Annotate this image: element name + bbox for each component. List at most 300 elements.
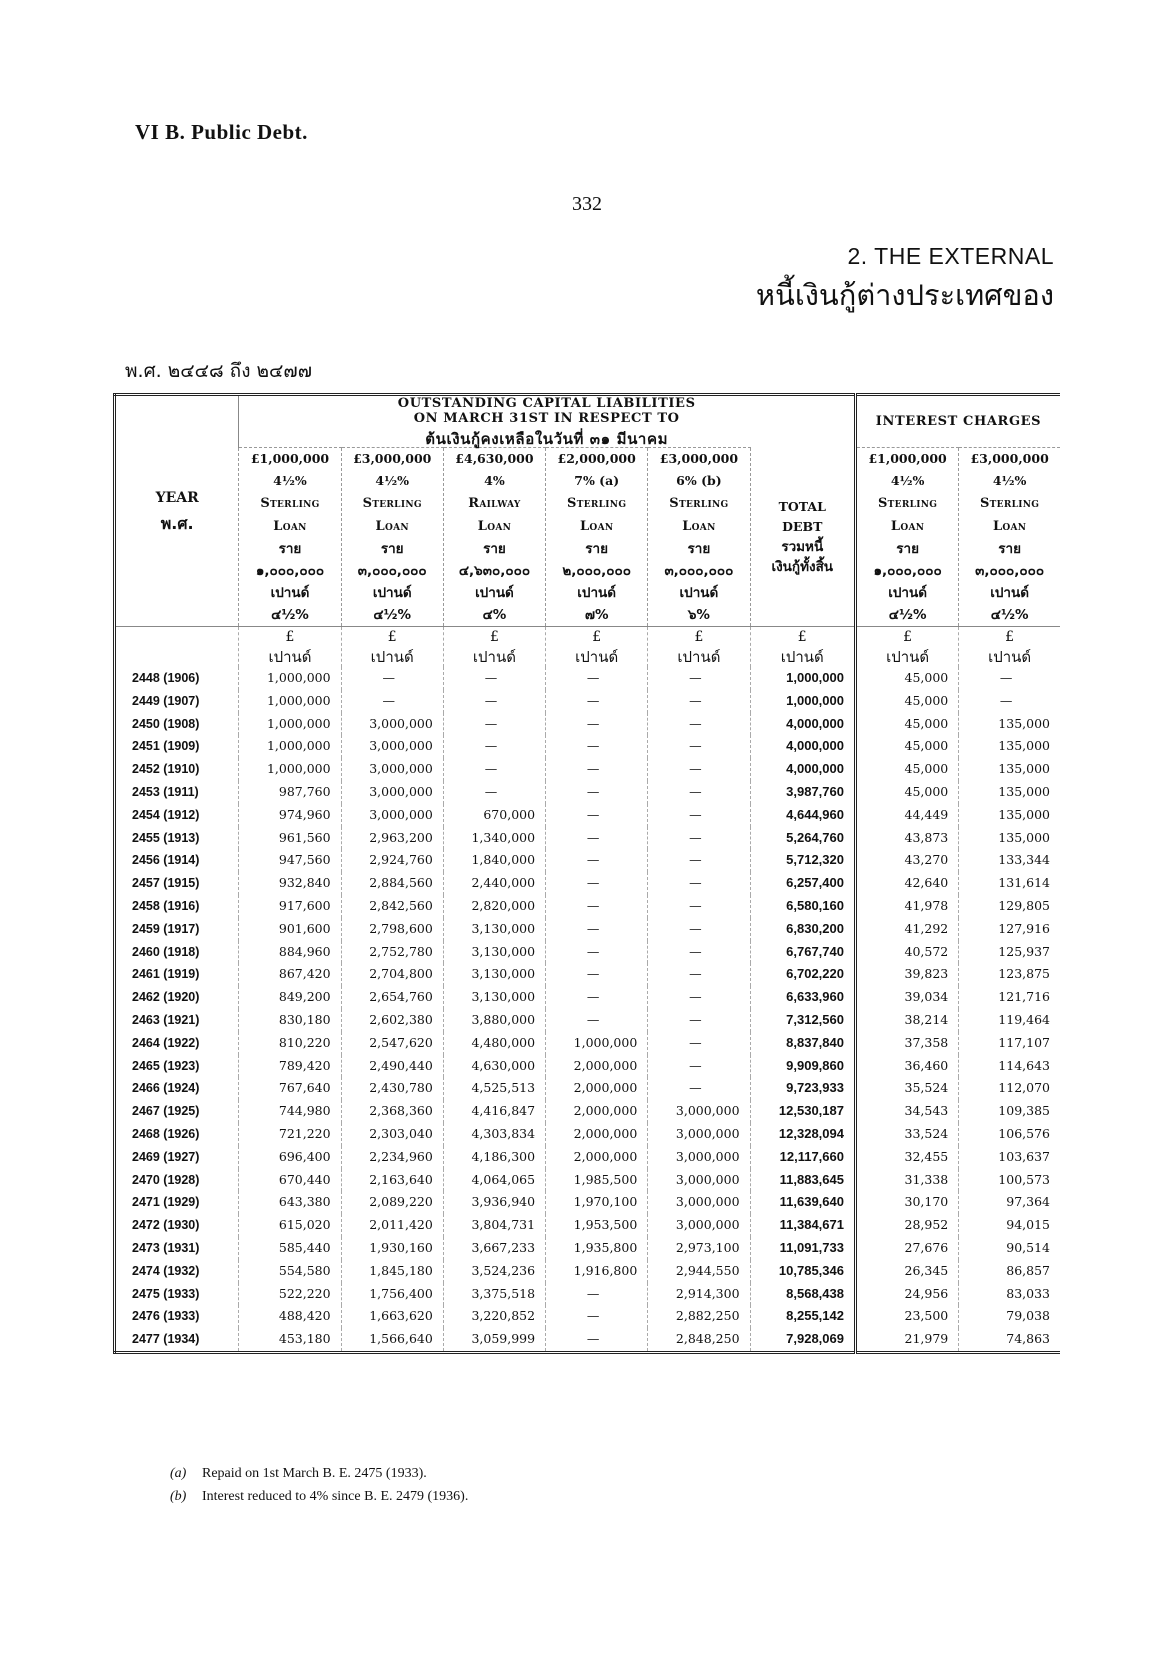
table-row [115,1237,1061,1260]
capital-cell: 2,000,000 [546,1146,648,1169]
table-row [115,963,1061,986]
capital-cell: — [443,667,545,690]
capital-cell: — [648,1032,750,1055]
unit-cell [341,627,443,668]
capital-cell: 3,000,000 [648,1146,750,1169]
table-row [115,690,1061,713]
capital-cell: 3,667,233 [443,1237,545,1260]
interest-cell: 42,640 [855,872,958,895]
capital-cell: 3,220,852 [443,1305,545,1328]
table-row [115,872,1061,895]
pound-symbol: £ [694,629,704,645]
table-row [115,1123,1061,1146]
table-row [115,1260,1061,1283]
total-debt-header [750,448,855,627]
loan-th-unit: เปานด์ [990,585,1030,601]
interest-cell: 45,000 [855,735,958,758]
total-debt-cell: 11,639,640 [750,1191,855,1214]
total-debt-cell: 4,000,000 [750,735,855,758]
total-debt-cell: 7,928,069 [750,1328,855,1352]
capital-cell: 849,200 [239,986,341,1009]
year-header-en: YEAR [155,490,199,506]
interest-cell: 90,514 [959,1237,1060,1260]
table-row [115,781,1061,804]
capital-cell: 961,560 [239,827,341,850]
total-debt-cell: 12,117,660 [750,1146,855,1169]
interest-cell: 45,000 [855,758,958,781]
year-cell: 2463 (1921) [132,1012,200,1027]
loan-amount: £3,000,000 [970,451,1049,466]
table-title-th: หนี้เงินกู้ต่างประเทศของ [755,278,1054,312]
year-cell: 2462 (1920) [132,990,200,1005]
capital-cell: 615,020 [239,1214,341,1237]
capital-cell: 3,059,999 [443,1328,545,1352]
loan-rate: 7% (a) [574,473,620,488]
capital-cell: 1,935,800 [546,1237,648,1260]
capital-cell: 987,760 [239,781,341,804]
loan-header-headerloans-5 [648,448,750,627]
loan-amount: £4,630,000 [455,451,534,466]
section-heading: VI B. Public Debt. [135,120,308,144]
capital-cell: 2,000,000 [546,1100,648,1123]
loan-loan: Loan [682,519,716,534]
loan-kind: Sterling [877,496,938,511]
capital-cell: 4,303,834 [443,1123,545,1146]
interest-cell: 112,070 [959,1077,1060,1100]
interest-cell: 79,038 [959,1305,1060,1328]
capital-cell: 947,560 [239,849,341,872]
unit-cell [239,627,341,668]
capital-cell: 1,930,160 [341,1237,443,1260]
interest-cell: 37,358 [855,1032,958,1055]
capital-cell: — [341,690,443,713]
capital-cell: 2,914,300 [648,1283,750,1306]
table-body [115,667,1061,1352]
total-debt-cell: 9,909,860 [750,1055,855,1078]
interest-cell: 121,716 [959,986,1060,1009]
loan-th-unit: เปานด์ [270,585,310,601]
unit-row-blank [115,627,239,668]
capital-cell: — [546,849,648,872]
capital-cell: — [648,690,750,713]
year-header-th: พ.ศ. [160,514,194,533]
interest-cell: 123,875 [959,963,1060,986]
footnote-b: (b) Interest reduced to 4% since B. E. 2479 (1936). [170,1489,469,1504]
table-title-en: 2. THE EXTERNAL [847,243,1054,269]
table-row [115,804,1061,827]
loan-amount: £1,000,000 [868,451,947,466]
capital-cell: 3,000,000 [341,804,443,827]
total-debt-cell: 12,328,094 [750,1123,855,1146]
total-debt-cell: 8,255,142 [750,1305,855,1328]
capital-cell: — [546,758,648,781]
interest-cell: 109,385 [959,1100,1060,1123]
total-debt-cell: 9,723,933 [750,1077,855,1100]
interest-cell: 45,000 [855,781,958,804]
year-cell: 2457 (1915) [132,876,200,891]
pound-symbol: £ [903,629,913,645]
total-en-1: TOTAL [778,498,826,514]
capital-cell: — [648,1009,750,1032]
capital-cell: 1,663,620 [341,1305,443,1328]
total-debt-cell: 11,883,645 [750,1169,855,1192]
capital-cell: — [546,1283,648,1306]
capital-cell: — [648,735,750,758]
table-row [115,849,1061,872]
interest-cell: 135,000 [959,713,1060,736]
capital-cell: 4,186,300 [443,1146,545,1169]
year-cell: 2454 (1912) [132,807,200,822]
interest-charges-header: INTEREST CHARGES [855,395,1060,448]
pound-unit-th: เปานด์ [268,648,312,666]
loan-th-rai: ราย [687,541,711,557]
capital-cell: 3,000,000 [648,1214,750,1237]
capital-cell: 643,380 [239,1191,341,1214]
capital-cell: 1,756,400 [341,1283,443,1306]
total-debt-cell: 11,091,733 [750,1237,855,1260]
capital-cell: — [546,1305,648,1328]
interest-cell: 38,214 [855,1009,958,1032]
capital-cell: 3,000,000 [341,781,443,804]
interest-cell: 100,573 [959,1169,1060,1192]
interest-cell: 26,345 [855,1260,958,1283]
interest-cell: 30,170 [855,1191,958,1214]
capital-cell: 2,234,960 [341,1146,443,1169]
unit-cell [546,627,648,668]
loan-th-amount: ๑,๐๐๐,๐๐๐ [873,563,942,579]
pound-unit-th: เปานด์ [886,648,930,666]
loan-header-headerloans-3 [443,448,545,627]
capital-cell: 3,000,000 [341,735,443,758]
capital-cell: — [648,872,750,895]
loan-loan: Loan [477,519,512,534]
unit-cell [443,627,545,668]
interest-cell: 41,292 [855,918,958,941]
table-row [115,758,1061,781]
capital-cell: 974,960 [239,804,341,827]
capital-cell: — [546,781,648,804]
capital-cell: 522,220 [239,1283,341,1306]
loan-header-headerloans-2 [341,448,443,627]
loan-amount: £2,000,000 [557,451,636,466]
year-cell: 2458 (1916) [132,898,200,913]
capital-cell: 867,420 [239,963,341,986]
year-cell: 2468 (1926) [132,1126,200,1141]
pound-unit-th: เปานด์ [780,648,824,666]
interest-cell: — [959,690,1060,713]
interest-cell: 94,015 [959,1214,1060,1237]
year-cell: 2470 (1928) [132,1172,200,1187]
year-cell: 2450 (1908) [132,716,200,731]
capital-header-th: ต้นเงินกู้คงเหลือในวันที่ ๓๑ มีนาคม [425,430,669,448]
total-debt-cell: 5,264,760 [750,827,855,850]
loan-th-unit: เปานด์ [475,585,514,601]
table-row [115,986,1061,1009]
interest-cell: 83,033 [959,1283,1060,1306]
capital-cell: 1,000,000 [546,1032,648,1055]
interest-cell: 39,034 [855,986,958,1009]
capital-cell: 2,089,220 [341,1191,443,1214]
loan-kind: Sterling [567,496,627,511]
interest-cell: 21,979 [855,1328,958,1352]
interest-cell: 74,863 [959,1328,1060,1352]
footnotes [170,1462,468,1508]
table-row [115,735,1061,758]
capital-cell: — [546,804,648,827]
footnote-a: (a) Repaid on 1st March B. E. 2475 (1933). [170,1466,427,1481]
interest-cell: 114,643 [959,1055,1060,1078]
unit-cell [750,627,855,668]
capital-cell: 4,630,000 [443,1055,545,1078]
interest-cell: 28,952 [855,1214,958,1237]
loan-header-row [115,448,1061,627]
year-cell: 2469 (1927) [132,1149,200,1164]
capital-cell: 3,524,236 [443,1260,545,1283]
loan-th-rate: ๔½% [271,607,309,623]
table-row [115,1100,1061,1123]
capital-cell: — [546,827,648,850]
capital-cell: — [443,758,545,781]
year-cell: 2456 (1914) [132,853,200,868]
pound-unit-th: เปานด์ [677,648,721,666]
capital-cell: 3,130,000 [443,941,545,964]
table-row [115,1305,1061,1328]
capital-cell: — [546,1009,648,1032]
capital-cell: 789,420 [239,1055,341,1078]
capital-cell: — [341,667,443,690]
capital-cell: 3,000,000 [648,1100,750,1123]
loan-th-amount: ๔,๖๓๐,๐๐๐ [458,563,531,579]
interest-cell: 35,524 [855,1077,958,1100]
interest-cell: 133,344 [959,849,1060,872]
capital-cell: 2,490,440 [341,1055,443,1078]
capital-cell: 1,953,500 [546,1214,648,1237]
loan-th-amount: ๓,๐๐๐,๐๐๐ [975,563,1045,579]
interest-cell: 125,937 [959,941,1060,964]
total-debt-cell: 3,987,760 [750,781,855,804]
total-debt-cell: 5,712,320 [750,849,855,872]
capital-cell: — [648,986,750,1009]
capital-cell: 1,566,640 [341,1328,443,1352]
loan-rate: 4½% [890,473,925,488]
capital-cell: 2,368,360 [341,1100,443,1123]
capital-cell: — [546,963,648,986]
interest-cell: 40,572 [855,941,958,964]
table-row [115,667,1061,690]
unit-cell [959,627,1060,668]
interest-cell: 135,000 [959,781,1060,804]
capital-cell: 810,220 [239,1032,341,1055]
capital-cell: 2,848,250 [648,1328,750,1352]
interest-cell: 131,614 [959,872,1060,895]
capital-cell: 1,840,000 [443,849,545,872]
capital-cell: 554,580 [239,1260,341,1283]
loan-kind: Sterling [669,496,729,511]
loan-th-rate: ๔½% [990,607,1029,623]
year-cell: 2465 (1923) [132,1058,200,1073]
interest-cell: 33,524 [855,1123,958,1146]
capital-cell: 2,752,780 [341,941,443,964]
pound-symbol: £ [387,629,397,645]
total-debt-cell: 6,702,220 [750,963,855,986]
interest-cell: 27,676 [855,1237,958,1260]
external-debt-table [113,393,1060,1354]
capital-cell: — [546,895,648,918]
year-cell: 2449 (1907) [132,693,200,708]
year-cell: 2464 (1922) [132,1035,200,1050]
capital-cell: — [546,713,648,736]
year-cell: 2472 (1930) [132,1218,200,1233]
total-debt-cell: 12,530,187 [750,1100,855,1123]
year-header [115,395,239,627]
interest-cell: 31,338 [855,1169,958,1192]
capital-cell: 3,130,000 [443,986,545,1009]
table-row [115,1077,1061,1100]
loan-amount: £1,000,000 [250,451,330,466]
capital-cell: 3,000,000 [341,713,443,736]
capital-cell: 1,916,800 [546,1260,648,1283]
interest-cell: 43,873 [855,827,958,850]
loan-rate: 4½% [375,473,410,488]
capital-cell: 3,000,000 [648,1191,750,1214]
capital-cell: 2,430,780 [341,1077,443,1100]
interest-cell: 41,978 [855,895,958,918]
capital-cell: 3,804,731 [443,1214,545,1237]
loan-th-rate: ๔½% [373,607,412,623]
table-row [115,713,1061,736]
capital-cell: 1,970,100 [546,1191,648,1214]
capital-cell: 4,064,065 [443,1169,545,1192]
capital-cell: 2,963,200 [341,827,443,850]
unit-cell [648,627,750,668]
year-cell: 2475 (1933) [132,1286,200,1301]
pound-symbol: £ [592,629,602,645]
interest-cell: 45,000 [855,713,958,736]
pound-symbol: £ [1005,629,1015,645]
capital-cell: — [546,667,648,690]
capital-cell: 2,842,560 [341,895,443,918]
pound-symbol: £ [285,629,295,645]
interest-cell: 36,460 [855,1055,958,1078]
total-debt-cell: 6,257,400 [750,872,855,895]
year-cell: 2459 (1917) [132,921,200,936]
loan-th-unit: เปานด์ [372,585,412,601]
total-debt-cell: 4,000,000 [750,758,855,781]
capital-cell: — [648,781,750,804]
capital-cell: 1,000,000 [239,690,341,713]
loan-kind: Sterling [260,496,320,511]
capital-cell: — [546,1328,648,1352]
capital-cell: 2,924,760 [341,849,443,872]
capital-cell: 3,000,000 [648,1169,750,1192]
interest-cell: 135,000 [959,804,1060,827]
capital-cell: — [546,872,648,895]
table-row [115,1191,1061,1214]
loan-header-headerinterestloans-2 [959,448,1060,627]
loan-th-rai: ราย [380,541,404,557]
capital-cell: — [648,1077,750,1100]
table-row [115,941,1061,964]
capital-cell: 3,130,000 [443,963,545,986]
capital-cell: 3,375,518 [443,1283,545,1306]
total-debt-cell: 1,000,000 [750,667,855,690]
loan-th-rai: ราย [483,541,506,557]
loan-th-unit: เปานด์ [888,585,927,601]
table-row [115,1328,1061,1352]
year-cell: 2455 (1913) [132,830,200,845]
capital-cell: 3,000,000 [341,758,443,781]
year-cell: 2466 (1924) [132,1081,200,1096]
loan-th-unit: เปานด์ [679,585,719,601]
capital-cell: 4,525,513 [443,1077,545,1100]
interest-cell: 135,000 [959,735,1060,758]
loan-th-amount: ๑,๐๐๐,๐๐๐ [255,563,325,579]
capital-cell: 1,985,500 [546,1169,648,1192]
loan-th-amount: ๒,๐๐๐,๐๐๐ [562,563,631,579]
capital-cell: 884,960 [239,941,341,964]
capital-cell: 4,480,000 [443,1032,545,1055]
capital-cell: — [443,735,545,758]
interest-cell: 23,500 [855,1305,958,1328]
loan-kind: Sterling [362,496,422,511]
total-th-2: เงินกู้ทั้งสิ้น [771,558,834,575]
capital-cell: 1,000,000 [239,735,341,758]
capital-cell: 830,180 [239,1009,341,1032]
interest-cell: 32,455 [855,1146,958,1169]
loan-th-rai: ราย [585,541,609,557]
capital-cell: 670,440 [239,1169,341,1192]
loan-kind: Sterling [979,496,1040,511]
loan-th-rai: ราย [896,541,919,557]
capital-liabilities-header [239,395,856,448]
year-range-th: พ.ศ. ๒๔๔๘ ถึง ๒๔๗๗ [125,360,312,382]
interest-cell: 24,956 [855,1283,958,1306]
capital-cell: 488,420 [239,1305,341,1328]
year-cell: 2453 (1911) [132,784,199,799]
loan-th-rate: ๗% [584,607,609,623]
capital-cell: — [648,918,750,941]
interest-cell: 129,805 [959,895,1060,918]
interest-cell: 127,916 [959,918,1060,941]
loan-th-amount: ๓,๐๐๐,๐๐๐ [357,563,427,579]
capital-cell: 917,600 [239,895,341,918]
capital-cell: 2,011,420 [341,1214,443,1237]
total-debt-cell: 10,785,346 [750,1260,855,1283]
capital-cell: 2,798,600 [341,918,443,941]
loan-rate: 4½% [273,473,307,488]
total-debt-cell: 4,000,000 [750,713,855,736]
capital-cell: — [546,735,648,758]
capital-cell: — [546,918,648,941]
capital-cell: — [648,827,750,850]
unit-row [115,627,1061,668]
table-row [115,895,1061,918]
capital-cell: — [648,941,750,964]
capital-cell: — [648,667,750,690]
total-th-1: รวมหนี้ [781,538,824,555]
loan-loan: Loan [579,519,614,534]
year-cell: 2477 (1934) [132,1332,200,1347]
capital-cell: 3,936,940 [443,1191,545,1214]
capital-cell: 2,820,000 [443,895,545,918]
capital-cell: 2,882,250 [648,1305,750,1328]
pound-symbol: £ [489,629,499,645]
interest-cell: 34,543 [855,1100,958,1123]
interest-cell: 86,857 [959,1260,1060,1283]
capital-cell: 721,220 [239,1123,341,1146]
unit-cell [855,627,958,668]
capital-cell: 2,944,550 [648,1260,750,1283]
